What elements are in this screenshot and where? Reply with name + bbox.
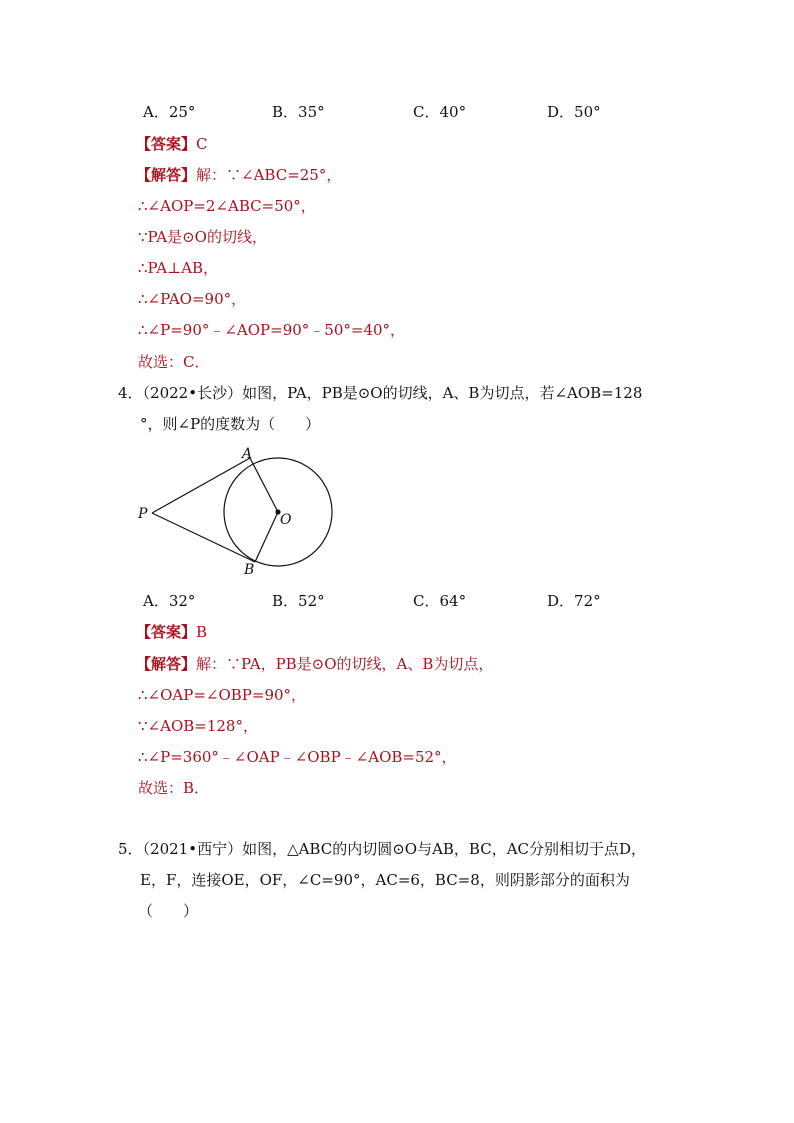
q3-option-a: A．25° [143, 103, 196, 121]
label-a: A [242, 446, 253, 462]
q3-solution-line-6: ∴∠P=90°﹣∠AOP=90°﹣50°=40°， [138, 321, 406, 339]
label-b: B [244, 562, 255, 578]
q5-stem-line-1: 5．（2021•西宁）如图，△ABC的内切圆⊙O与AB，BC，AC分别相切于点D， [118, 840, 647, 858]
q4-solution-tag: 【解答】 [136, 655, 197, 673]
q3-answer-tag: 【答案】 [136, 135, 197, 153]
q4-solution-line-1: 【解答】解：∵PA，PB是⊙O的切线，A、B为切点， [136, 655, 494, 673]
q4-option-a: A．32° [143, 592, 196, 610]
q3-option-c: C．40° [413, 103, 467, 121]
label-p: P [138, 506, 148, 522]
q3-solution-line-3: ∵PA是⊙O的切线， [138, 228, 267, 246]
q3-solution-line-5: ∴∠PAO=90°， [138, 290, 247, 308]
q3-solution-line-7: 故选：C． [138, 353, 210, 371]
radius-ob [255, 512, 278, 562]
q4-figure [130, 440, 350, 585]
q4-solution-line-4: ∴∠P=360°﹣∠OAP﹣∠OBP﹣∠AOB=52°， [138, 748, 457, 766]
q4-stem-line-2: °，则∠P的度数为（ ） [140, 415, 321, 433]
q4-solution-line-5: 故选：B． [138, 779, 210, 797]
q4-option-c: C．64° [413, 592, 467, 610]
q3-solution-line-1: 【解答】解：∵∠ABC=25°， [136, 166, 342, 184]
q4-solution-line-3: ∵∠AOB=128°， [138, 717, 258, 735]
tangent-pa [152, 458, 250, 513]
q3-solution-tag: 【解答】 [136, 166, 197, 184]
q4-option-d: D．72° [547, 592, 601, 610]
radius-oa [250, 458, 278, 512]
q3-option-d: D．50° [547, 103, 601, 121]
q3-answer [136, 134, 208, 154]
q4-stem-line-1: 4．（2022•长沙）如图，PA，PB是⊙O的切线，A、B为切点，若∠AOB=128 [118, 384, 643, 402]
q5-stem-line-2: E，F，连接OE，OF，∠C=90°，AC=6，BC=8，则阴影部分的面积为 [140, 871, 630, 889]
q4-answer-tag: 【答案】 [136, 623, 197, 641]
q3-solution-line-4: ∴PA⊥AB， [138, 259, 219, 277]
q3-answer-value: C [196, 135, 208, 153]
label-o: O [280, 512, 292, 528]
tangent-pb [152, 513, 255, 562]
q4-solution-line-2: ∴∠OAP=∠OBP=90°， [138, 686, 307, 704]
q3-solution-line-2: ∴∠AOP=2∠ABC=50°， [138, 197, 316, 215]
q5-stem-line-3: （ ） [138, 902, 199, 920]
q4-answer-value: B [196, 623, 208, 641]
q4-answer [136, 622, 207, 642]
q3-option-b: B．35° [272, 103, 325, 121]
q4-option-b: B．52° [272, 592, 325, 610]
